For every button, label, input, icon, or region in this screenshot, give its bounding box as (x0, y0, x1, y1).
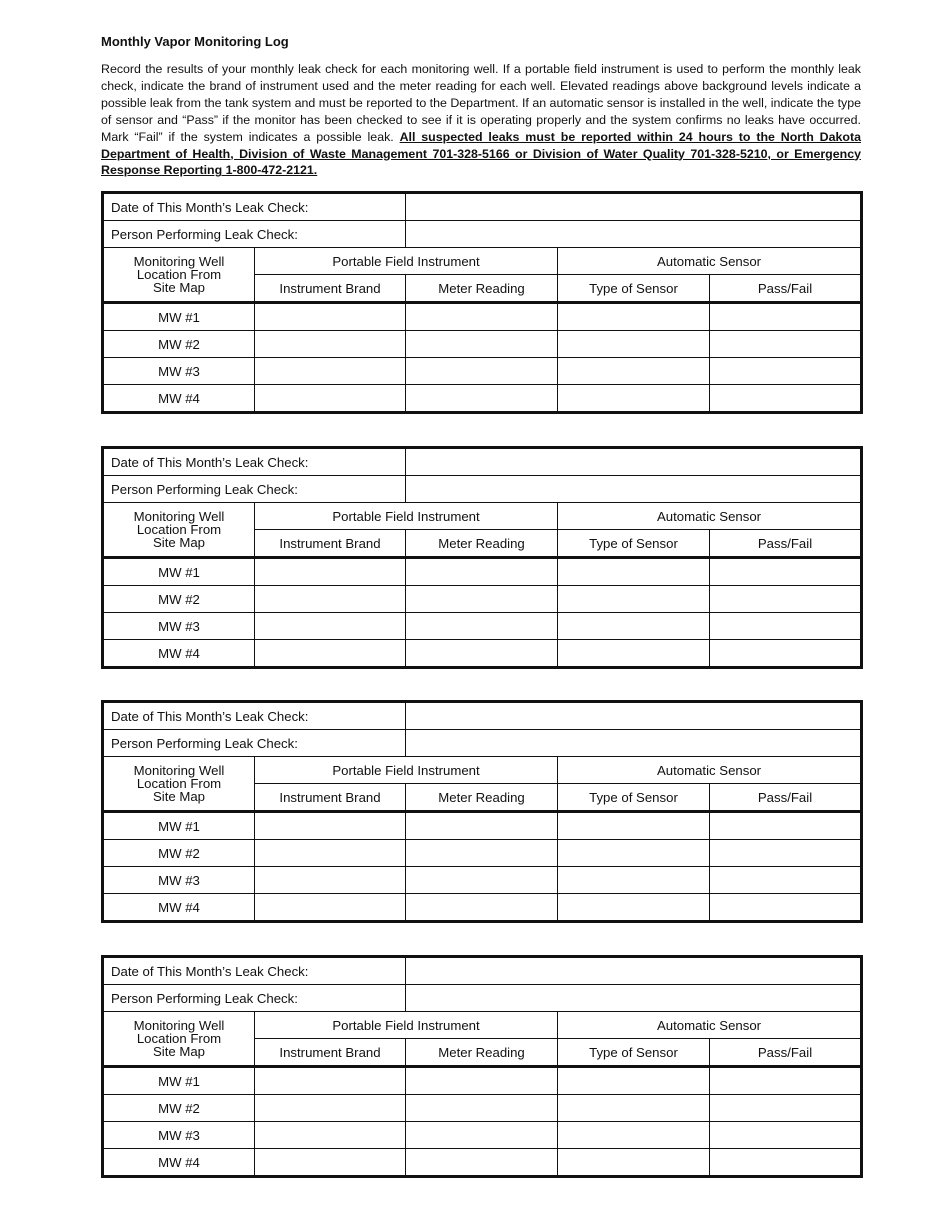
person-field[interactable] (406, 476, 862, 503)
person-field[interactable] (406, 221, 862, 248)
pass-fail-cell[interactable] (710, 812, 862, 840)
well-row (103, 358, 862, 385)
well-location-line2: Location From (136, 522, 222, 537)
pass-fail-cell[interactable] (710, 586, 862, 613)
meter-reading-header: Meter Reading (406, 275, 558, 303)
instrument-brand-header: Instrument Brand (255, 784, 406, 812)
instrument-brand-cell[interactable] (255, 358, 406, 385)
pass-fail-header: Pass/Fail (710, 275, 862, 303)
pass-fail-cell[interactable] (710, 358, 862, 385)
pass-fail-cell[interactable] (710, 558, 862, 586)
type-of-sensor-header: Type of Sensor (558, 530, 710, 558)
meter-reading-cell[interactable] (406, 358, 558, 385)
type-of-sensor-cell[interactable] (558, 1095, 710, 1122)
date-field[interactable] (406, 193, 862, 221)
person-field[interactable] (406, 730, 862, 757)
pass-fail-cell[interactable] (710, 331, 862, 358)
pass-fail-header: Pass/Fail (710, 784, 862, 812)
well-row (103, 613, 862, 640)
well-id: MW #2 (103, 586, 255, 613)
meter-reading-cell[interactable] (406, 385, 558, 413)
instrument-brand-cell[interactable] (255, 613, 406, 640)
person-field[interactable] (406, 985, 862, 1012)
meter-reading-cell[interactable] (406, 558, 558, 586)
well-id: MW #3 (103, 1122, 255, 1149)
meter-reading-cell[interactable] (406, 1067, 558, 1095)
instrument-brand-cell[interactable] (255, 1149, 406, 1177)
well-row (103, 1095, 862, 1122)
well-row (103, 1122, 862, 1149)
pass-fail-cell[interactable] (710, 840, 862, 867)
meter-reading-cell[interactable] (406, 867, 558, 894)
well-location-line1: Monitoring Well (133, 509, 225, 524)
well-id: MW #1 (103, 558, 255, 586)
well-row (103, 894, 862, 922)
instrument-brand-cell[interactable] (255, 331, 406, 358)
well-id: MW #2 (103, 331, 255, 358)
meter-reading-cell[interactable] (406, 640, 558, 668)
well-row (103, 640, 862, 668)
type-of-sensor-cell[interactable] (558, 331, 710, 358)
date-label: Date of This Month’s Leak Check: (103, 702, 406, 730)
meter-reading-cell[interactable] (406, 812, 558, 840)
well-row (103, 558, 862, 586)
well-location-line1: Monitoring Well (133, 763, 225, 778)
date-label: Date of This Month’s Leak Check: (103, 193, 406, 221)
well-location-header (103, 248, 255, 303)
type-of-sensor-cell[interactable] (558, 558, 710, 586)
well-id: MW #4 (103, 894, 255, 922)
portable-instrument-header: Portable Field Instrument (255, 1012, 558, 1039)
well-location-line3: Site Map (152, 1044, 206, 1059)
portable-instrument-header: Portable Field Instrument (255, 503, 558, 530)
reporting-requirement: All suspected leaks must be reported within 24 hours to the North Dakota Department of Health, Division of Waste Management 701-328-5166 or Division of Water Quality 701-328-5210, or Emergency Response Reporting 1-800-472-2121. (101, 129, 861, 178)
well-row (103, 812, 862, 840)
pass-fail-header: Pass/Fail (710, 530, 862, 558)
meter-reading-header: Meter Reading (406, 530, 558, 558)
instrument-brand-cell[interactable] (255, 1067, 406, 1095)
instrument-brand-header: Instrument Brand (255, 1039, 406, 1067)
well-location-header (103, 757, 255, 812)
pass-fail-cell[interactable] (710, 303, 862, 331)
instrument-brand-cell[interactable] (255, 586, 406, 613)
date-field[interactable] (406, 702, 862, 730)
type-of-sensor-header: Type of Sensor (558, 1039, 710, 1067)
meter-reading-cell[interactable] (406, 840, 558, 867)
instrument-brand-cell[interactable] (255, 1095, 406, 1122)
person-label: Person Performing Leak Check: (103, 730, 406, 757)
well-id: MW #1 (103, 303, 255, 331)
well-location-line1: Monitoring Well (133, 1018, 225, 1033)
well-id: MW #1 (103, 812, 255, 840)
type-of-sensor-cell[interactable] (558, 640, 710, 668)
pass-fail-cell[interactable] (710, 1149, 862, 1177)
meter-reading-header: Meter Reading (406, 784, 558, 812)
instrument-brand-cell[interactable] (255, 867, 406, 894)
well-id: MW #2 (103, 840, 255, 867)
well-row (103, 1149, 862, 1177)
date-field[interactable] (406, 957, 862, 985)
well-id: MW #3 (103, 867, 255, 894)
well-row (103, 385, 862, 413)
meter-reading-cell[interactable] (406, 331, 558, 358)
well-id: MW #4 (103, 385, 255, 413)
well-row (103, 331, 862, 358)
leak-check-table (101, 700, 863, 923)
pass-fail-header: Pass/Fail (710, 1039, 862, 1067)
automatic-sensor-header: Automatic Sensor (558, 1012, 862, 1039)
person-label: Person Performing Leak Check: (103, 476, 406, 503)
well-id: MW #2 (103, 1095, 255, 1122)
well-location-line2: Location From (136, 776, 222, 791)
well-id: MW #3 (103, 358, 255, 385)
instrument-brand-cell[interactable] (255, 640, 406, 668)
automatic-sensor-header: Automatic Sensor (558, 503, 862, 530)
meter-reading-cell[interactable] (406, 1122, 558, 1149)
well-location-line3: Site Map (152, 535, 206, 550)
pass-fail-cell[interactable] (710, 1095, 862, 1122)
automatic-sensor-header: Automatic Sensor (558, 757, 862, 784)
well-id: MW #1 (103, 1067, 255, 1095)
instructions-text: Record the results of your monthly leak check for each monitoring well. If a portable field instrument is used to perform the monthly leak check, indicate the brand of instrument used and the meter reading for each well. Elevated readings above background levels indicate a possible leak from the tank system and must be reported to the Department. If an automatic sensor is installed in the well, indicate the type of sensor and “Pass” if the monitor has been checked to see if it is operating properly and the system confirms no leaks have occurred. Mark “Fail” if the system indicates a possible leak. (101, 62, 861, 144)
well-location-header (103, 503, 255, 558)
type-of-sensor-cell[interactable] (558, 867, 710, 894)
instructions (101, 61, 861, 179)
type-of-sensor-header: Type of Sensor (558, 275, 710, 303)
instrument-brand-cell[interactable] (255, 303, 406, 331)
instrument-brand-cell[interactable] (255, 385, 406, 413)
pass-fail-cell[interactable] (710, 613, 862, 640)
well-location-line2: Location From (136, 1031, 222, 1046)
well-id: MW #4 (103, 1149, 255, 1177)
well-location-line1: Monitoring Well (133, 254, 225, 269)
instrument-brand-cell[interactable] (255, 894, 406, 922)
type-of-sensor-cell[interactable] (558, 613, 710, 640)
meter-reading-cell[interactable] (406, 303, 558, 331)
well-location-line3: Site Map (152, 789, 206, 804)
type-of-sensor-cell[interactable] (558, 303, 710, 331)
well-location-line2: Location From (136, 267, 222, 282)
pass-fail-cell[interactable] (710, 1067, 862, 1095)
well-location-header (103, 1012, 255, 1067)
type-of-sensor-cell[interactable] (558, 812, 710, 840)
well-row (103, 867, 862, 894)
well-row (103, 586, 862, 613)
meter-reading-header: Meter Reading (406, 1039, 558, 1067)
instrument-brand-header: Instrument Brand (255, 275, 406, 303)
date-field[interactable] (406, 448, 862, 476)
meter-reading-cell[interactable] (406, 613, 558, 640)
type-of-sensor-header: Type of Sensor (558, 784, 710, 812)
type-of-sensor-cell[interactable] (558, 1122, 710, 1149)
well-id: MW #3 (103, 613, 255, 640)
pass-fail-cell[interactable] (710, 640, 862, 668)
well-id: MW #4 (103, 640, 255, 668)
person-label: Person Performing Leak Check: (103, 985, 406, 1012)
portable-instrument-header: Portable Field Instrument (255, 757, 558, 784)
leak-check-table (101, 191, 863, 414)
meter-reading-cell[interactable] (406, 894, 558, 922)
well-row (103, 840, 862, 867)
pass-fail-cell[interactable] (710, 867, 862, 894)
meter-reading-cell[interactable] (406, 1095, 558, 1122)
type-of-sensor-cell[interactable] (558, 1149, 710, 1177)
meter-reading-cell[interactable] (406, 1149, 558, 1177)
pass-fail-cell[interactable] (710, 385, 862, 413)
leak-check-table (101, 446, 863, 669)
instrument-brand-cell[interactable] (255, 812, 406, 840)
person-label: Person Performing Leak Check: (103, 221, 406, 248)
instrument-brand-cell[interactable] (255, 840, 406, 867)
instrument-brand-header: Instrument Brand (255, 530, 406, 558)
instrument-brand-cell[interactable] (255, 558, 406, 586)
leak-check-table (101, 955, 863, 1178)
type-of-sensor-cell[interactable] (558, 586, 710, 613)
type-of-sensor-cell[interactable] (558, 385, 710, 413)
well-location-line3: Site Map (152, 280, 206, 295)
well-row (103, 303, 862, 331)
meter-reading-cell[interactable] (406, 586, 558, 613)
type-of-sensor-cell[interactable] (558, 894, 710, 922)
well-row (103, 1067, 862, 1095)
portable-instrument-header: Portable Field Instrument (255, 248, 558, 275)
instrument-brand-cell[interactable] (255, 1122, 406, 1149)
type-of-sensor-cell[interactable] (558, 1067, 710, 1095)
date-label: Date of This Month’s Leak Check: (103, 448, 406, 476)
type-of-sensor-cell[interactable] (558, 358, 710, 385)
date-label: Date of This Month’s Leak Check: (103, 957, 406, 985)
automatic-sensor-header: Automatic Sensor (558, 248, 862, 275)
form-title: Monthly Vapor Monitoring Log (101, 34, 289, 49)
pass-fail-cell[interactable] (710, 894, 862, 922)
type-of-sensor-cell[interactable] (558, 840, 710, 867)
pass-fail-cell[interactable] (710, 1122, 862, 1149)
